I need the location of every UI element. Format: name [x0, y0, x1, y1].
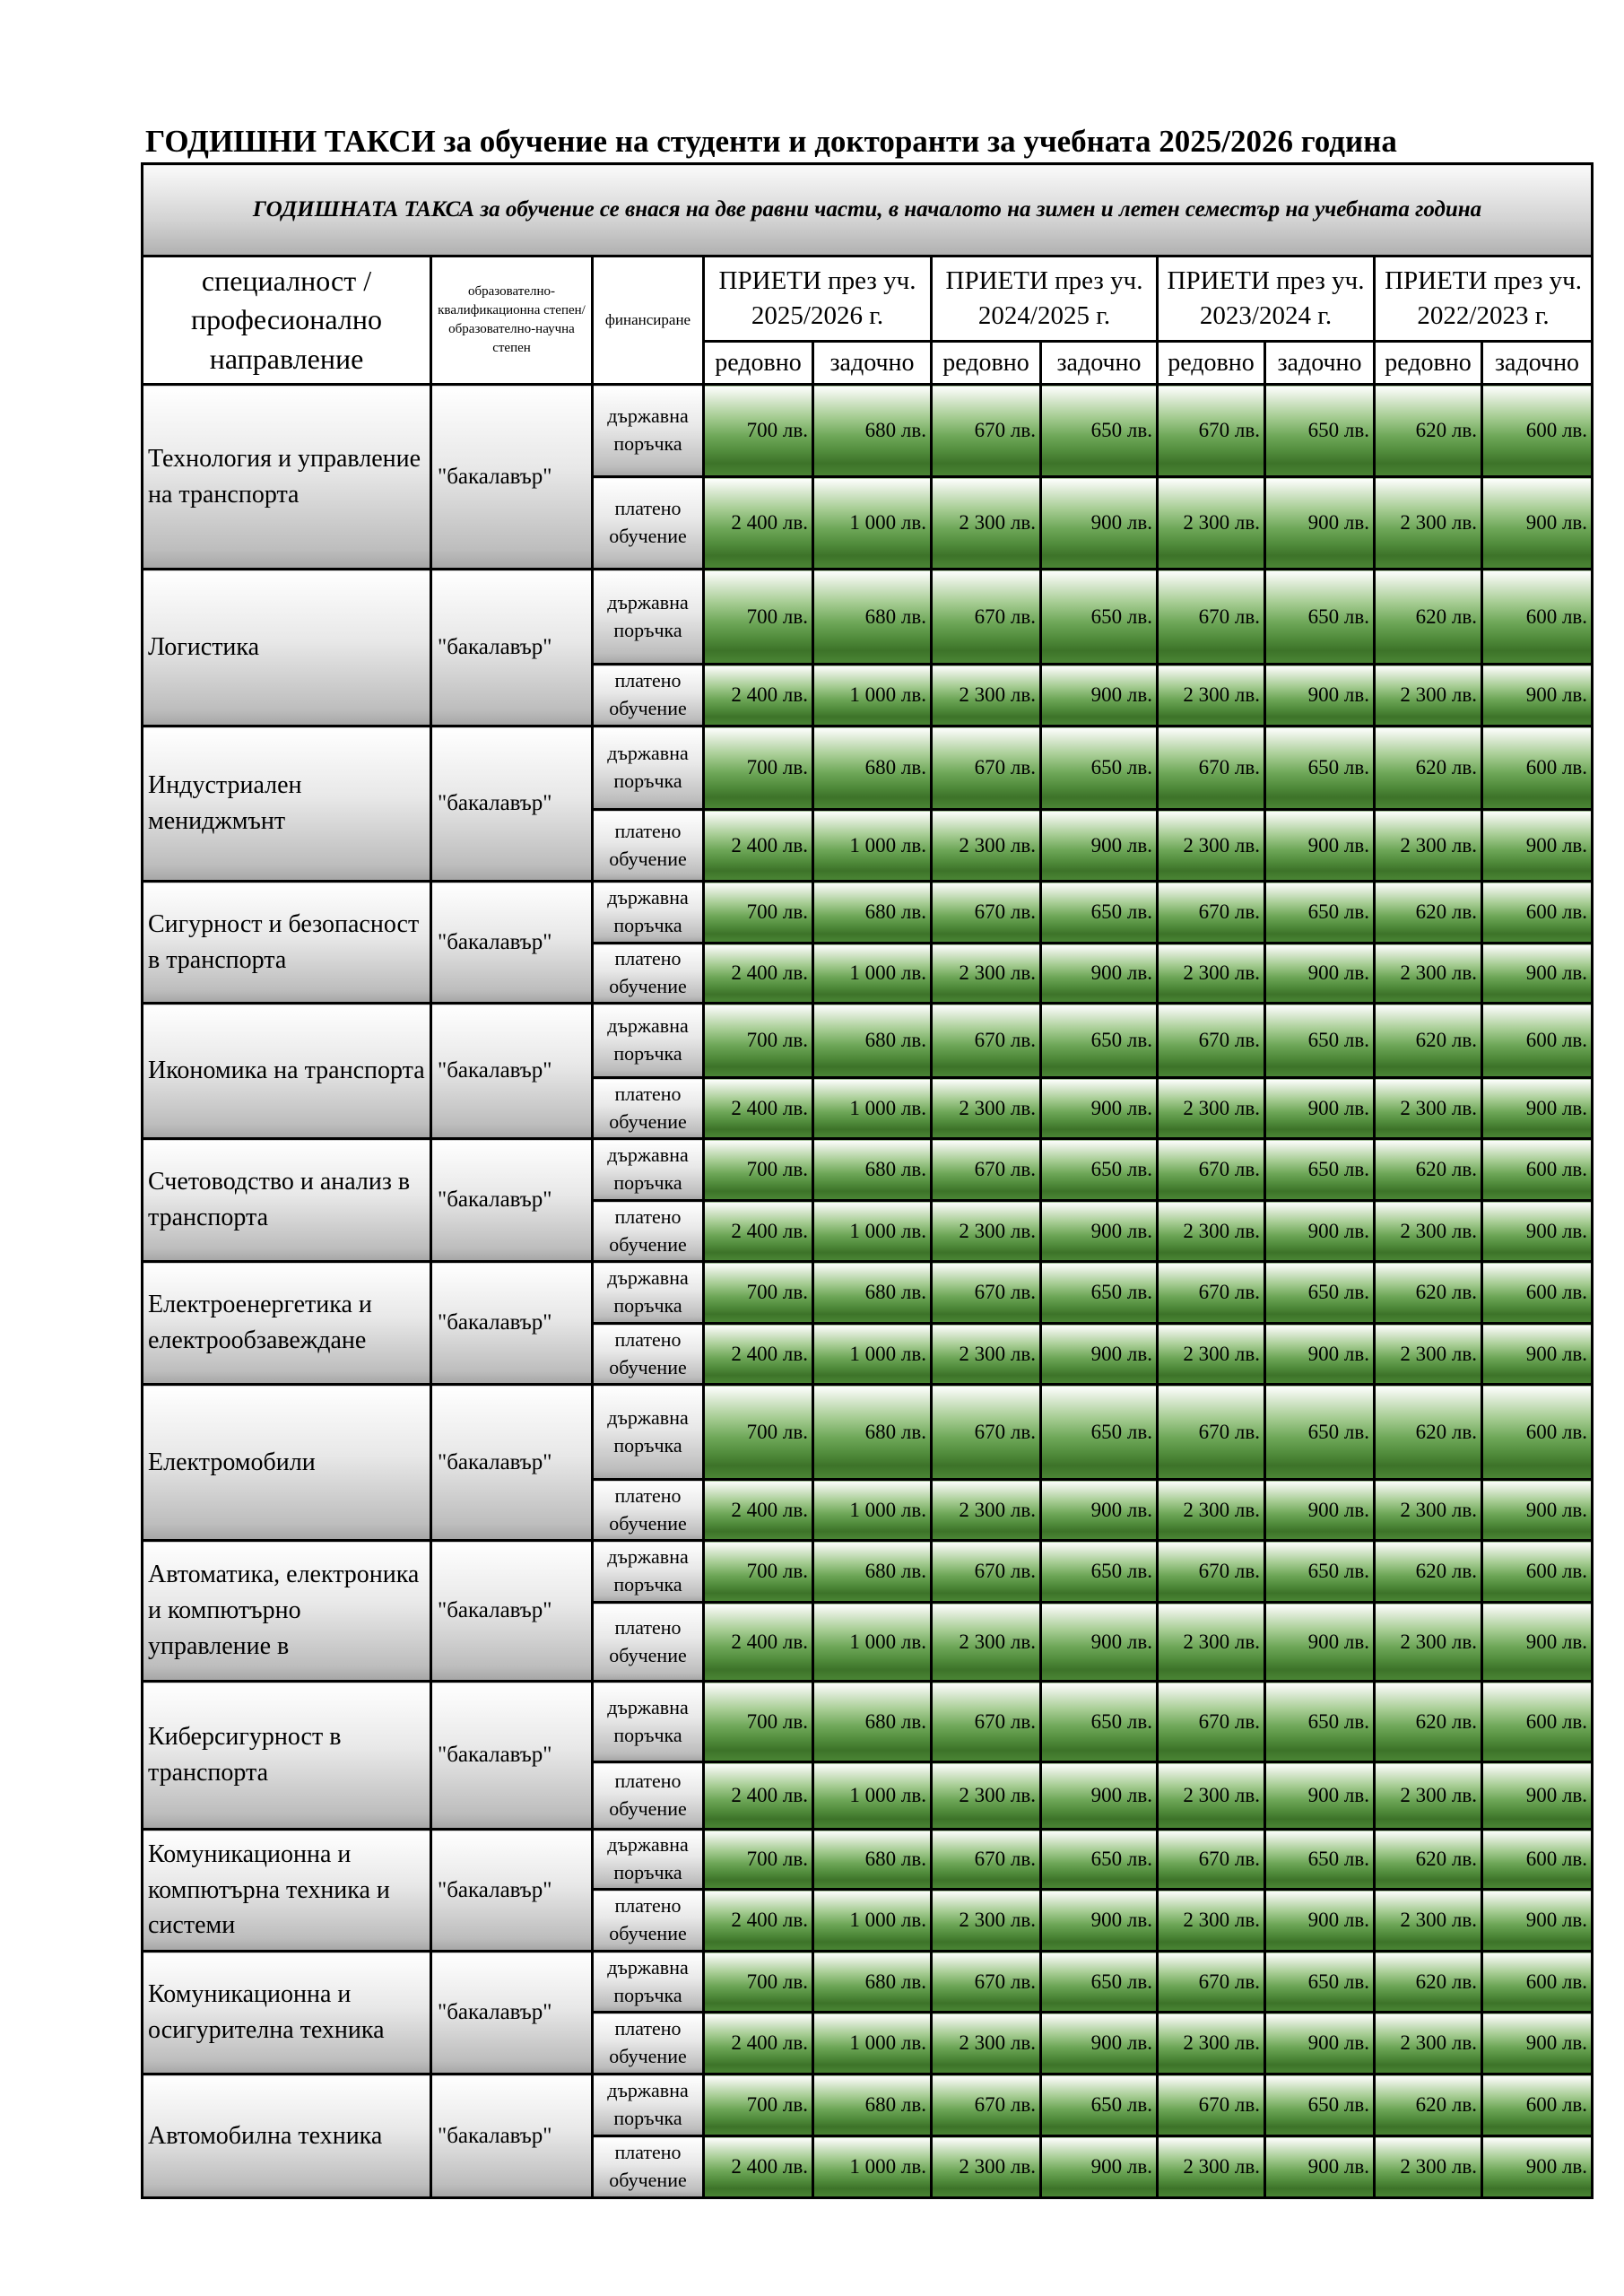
- fee-cell: 600 лв.: [1482, 1385, 1593, 1480]
- fee-cell: 2 300 лв.: [1375, 1603, 1482, 1682]
- funding-paid: платено обучение: [593, 944, 704, 1004]
- fee-cell: 900 лв.: [1041, 2013, 1158, 2074]
- fee-cell: 620 лв.: [1375, 1004, 1482, 1078]
- fee-cell: 2 400 лв.: [704, 1480, 813, 1541]
- table-row: [143, 2074, 1593, 2136]
- funding-paid: платено обучение: [593, 1201, 704, 1262]
- fee-cell: 1 000 лв.: [813, 665, 932, 726]
- degree-value: "бакалавър": [431, 2074, 593, 2198]
- fees-table: [141, 162, 1594, 2199]
- fee-cell: 900 лв.: [1265, 810, 1375, 882]
- fee-cell: 2 400 лв.: [704, 477, 813, 570]
- fee-cell: 620 лв.: [1375, 1952, 1482, 2013]
- degree-value: "бакалавър": [431, 385, 593, 570]
- fee-cell: 680 лв.: [813, 882, 932, 944]
- fee-cell: 700 лв.: [704, 570, 813, 665]
- fee-cell: 2 300 лв.: [1158, 1201, 1265, 1262]
- fee-cell: 650 лв.: [1265, 1830, 1375, 1890]
- fee-cell: 2 400 лв.: [704, 944, 813, 1004]
- fee-cell: 650 лв.: [1265, 2074, 1375, 2136]
- fee-cell: 2 400 лв.: [704, 1201, 813, 1262]
- fee-cell: 620 лв.: [1375, 1682, 1482, 1762]
- funding-state: държавна поръчка: [593, 1952, 704, 2013]
- fee-cell: 650 лв.: [1041, 2074, 1158, 2136]
- fee-cell: 2 300 лв.: [1375, 1324, 1482, 1385]
- fee-cell: 620 лв.: [1375, 726, 1482, 810]
- fee-cell: 900 лв.: [1041, 944, 1158, 1004]
- fee-cell: 600 лв.: [1482, 1139, 1593, 1201]
- fee-cell: 2 400 лв.: [704, 2013, 813, 2074]
- fee-cell: 1 000 лв.: [813, 1201, 932, 1262]
- fee-cell: 620 лв.: [1375, 1139, 1482, 1201]
- degree-value: "бакалавър": [431, 1262, 593, 1385]
- fee-cell: 900 лв.: [1482, 944, 1593, 1004]
- degree-value: "бакалавър": [431, 1139, 593, 1262]
- fee-cell: 900 лв.: [1041, 2136, 1158, 2198]
- fee-cell: 650 лв.: [1041, 882, 1158, 944]
- fee-cell: 670 лв.: [1158, 882, 1265, 944]
- fee-cell: 2 300 лв.: [1375, 810, 1482, 882]
- fee-cell: 900 лв.: [1265, 1201, 1375, 1262]
- fee-cell: 670 лв.: [932, 1541, 1041, 1603]
- fee-cell: 900 лв.: [1482, 1762, 1593, 1830]
- fee-cell: 2 300 лв.: [1158, 2013, 1265, 2074]
- fee-cell: 2 300 лв.: [1158, 1603, 1265, 1682]
- specialty-name: Автоматика, електроника и компютърно управление в: [143, 1541, 431, 1682]
- fee-cell: 2 400 лв.: [704, 1324, 813, 1385]
- fee-cell: 680 лв.: [813, 1004, 932, 1078]
- specialty-name: Електромобили: [143, 1385, 431, 1541]
- fee-cell: 650 лв.: [1265, 1952, 1375, 2013]
- table-row: [143, 1952, 1593, 2013]
- header-part-time: задочно: [1482, 342, 1593, 385]
- fee-cell: 600 лв.: [1482, 726, 1593, 810]
- fee-cell: 2 300 лв.: [932, 1762, 1041, 1830]
- fee-cell: 2 300 лв.: [932, 1078, 1041, 1139]
- fee-cell: 650 лв.: [1041, 1541, 1158, 1603]
- fee-cell: 2 300 лв.: [932, 944, 1041, 1004]
- specialty-name: Логистика: [143, 570, 431, 726]
- fee-cell: 900 лв.: [1265, 1890, 1375, 1952]
- fee-cell: 680 лв.: [813, 1952, 932, 2013]
- fee-cell: 700 лв.: [704, 726, 813, 810]
- fee-cell: 680 лв.: [813, 1262, 932, 1324]
- fee-cell: 600 лв.: [1482, 2074, 1593, 2136]
- fee-cell: 650 лв.: [1265, 1004, 1375, 1078]
- fee-cell: 670 лв.: [932, 1139, 1041, 1201]
- fee-cell: 670 лв.: [1158, 726, 1265, 810]
- fee-cell: 670 лв.: [1158, 1952, 1265, 2013]
- funding-paid: платено обучение: [593, 2013, 704, 2074]
- header-degree: образователно-квалификационна степен/образователно-научна степен: [431, 257, 593, 385]
- fee-cell: 650 лв.: [1265, 726, 1375, 810]
- table-row: [143, 1541, 1593, 1603]
- header-regular: редовно: [704, 342, 813, 385]
- fee-cell: 680 лв.: [813, 2074, 932, 2136]
- fee-cell: 650 лв.: [1041, 1682, 1158, 1762]
- fee-cell: 900 лв.: [1482, 1480, 1593, 1541]
- fee-cell: 900 лв.: [1041, 1603, 1158, 1682]
- fee-cell: 1 000 лв.: [813, 2013, 932, 2074]
- fee-cell: 680 лв.: [813, 385, 932, 477]
- funding-state: държавна поръчка: [593, 882, 704, 944]
- specialty-name: Технология и управление на транспорта: [143, 385, 431, 570]
- fee-cell: 1 000 лв.: [813, 1603, 932, 1682]
- fee-cell: 900 лв.: [1041, 1480, 1158, 1541]
- fee-cell: 670 лв.: [1158, 1385, 1265, 1480]
- header-regular: редовно: [932, 342, 1041, 385]
- funding-state: държавна поръчка: [593, 726, 704, 810]
- degree-value: "бакалавър": [431, 1004, 593, 1139]
- fee-cell: 2 400 лв.: [704, 810, 813, 882]
- fee-cell: 1 000 лв.: [813, 1480, 932, 1541]
- funding-paid: платено обучение: [593, 2136, 704, 2198]
- fee-cell: 680 лв.: [813, 1830, 932, 1890]
- fee-cell: 900 лв.: [1265, 2136, 1375, 2198]
- fee-cell: 650 лв.: [1041, 1385, 1158, 1480]
- table-row: [143, 385, 1593, 477]
- fee-cell: 1 000 лв.: [813, 944, 932, 1004]
- fee-cell: 600 лв.: [1482, 1262, 1593, 1324]
- fee-cell: 900 лв.: [1041, 1078, 1158, 1139]
- fee-cell: 1 000 лв.: [813, 477, 932, 570]
- fee-cell: 700 лв.: [704, 1952, 813, 2013]
- degree-value: "бакалавър": [431, 570, 593, 726]
- fee-cell: 700 лв.: [704, 1262, 813, 1324]
- fee-cell: 900 лв.: [1041, 665, 1158, 726]
- fee-cell: 900 лв.: [1265, 944, 1375, 1004]
- funding-state: държавна поръчка: [593, 1830, 704, 1890]
- fee-cell: 900 лв.: [1265, 1603, 1375, 1682]
- fee-cell: 650 лв.: [1041, 1262, 1158, 1324]
- header-year-2023-2024: ПРИЕТИ през уч. 2023/2024 г.: [1158, 257, 1375, 342]
- fee-cell: 670 лв.: [1158, 1139, 1265, 1201]
- fee-cell: 620 лв.: [1375, 1541, 1482, 1603]
- degree-value: "бакалавър": [431, 1541, 593, 1682]
- fee-cell: 2 300 лв.: [932, 1201, 1041, 1262]
- header-part-time: задочно: [813, 342, 932, 385]
- degree-value: "бакалавър": [431, 1830, 593, 1952]
- degree-value: "бакалавър": [431, 1682, 593, 1830]
- fee-cell: 900 лв.: [1482, 477, 1593, 570]
- header-funding: финансиране: [593, 257, 704, 385]
- fee-cell: 2 300 лв.: [932, 1480, 1041, 1541]
- fee-cell: 900 лв.: [1041, 1762, 1158, 1830]
- funding-paid: платено обучение: [593, 1480, 704, 1541]
- header-regular: редовно: [1375, 342, 1482, 385]
- fee-cell: 2 300 лв.: [932, 1603, 1041, 1682]
- fee-cell: 620 лв.: [1375, 882, 1482, 944]
- fee-cell: 670 лв.: [932, 385, 1041, 477]
- fee-cell: 2 300 лв.: [932, 1890, 1041, 1952]
- fee-cell: 900 лв.: [1041, 810, 1158, 882]
- fee-cell: 670 лв.: [1158, 570, 1265, 665]
- fee-cell: 2 300 лв.: [932, 1324, 1041, 1385]
- fee-cell: 670 лв.: [1158, 1541, 1265, 1603]
- specialty-name: Счетоводство и анализ в транспорта: [143, 1139, 431, 1262]
- fee-cell: 620 лв.: [1375, 1262, 1482, 1324]
- fee-cell: 680 лв.: [813, 1541, 932, 1603]
- degree-value: "бакалавър": [431, 726, 593, 882]
- funding-state: държавна поръчка: [593, 1004, 704, 1078]
- fee-cell: 900 лв.: [1482, 1078, 1593, 1139]
- fee-cell: 600 лв.: [1482, 882, 1593, 944]
- fee-cell: 2 300 лв.: [1375, 1890, 1482, 1952]
- funding-paid: платено обучение: [593, 1890, 704, 1952]
- fee-cell: 2 400 лв.: [704, 2136, 813, 2198]
- specialty-name: Индустриален мениджмънт: [143, 726, 431, 882]
- specialty-name: Комуникационна и осигурителна техника: [143, 1952, 431, 2074]
- fee-cell: 1 000 лв.: [813, 1078, 932, 1139]
- fee-cell: 650 лв.: [1265, 882, 1375, 944]
- specialty-name: Икономика на транспорта: [143, 1004, 431, 1139]
- header-year-2025-2026: ПРИЕТИ през уч. 2025/2026 г.: [704, 257, 932, 342]
- degree-value: "бакалавър": [431, 1385, 593, 1541]
- fee-cell: 650 лв.: [1041, 1004, 1158, 1078]
- fee-cell: 900 лв.: [1265, 1078, 1375, 1139]
- fee-cell: 670 лв.: [1158, 1262, 1265, 1324]
- fee-cell: 650 лв.: [1265, 1541, 1375, 1603]
- fee-cell: 2 300 лв.: [1158, 944, 1265, 1004]
- funding-paid: платено обучение: [593, 1078, 704, 1139]
- fee-cell: 2 300 лв.: [1375, 2136, 1482, 2198]
- fee-cell: 2 300 лв.: [932, 2013, 1041, 2074]
- funding-state: държавна поръчка: [593, 1139, 704, 1201]
- fee-cell: 700 лв.: [704, 1385, 813, 1480]
- fee-cell: 700 лв.: [704, 882, 813, 944]
- fee-cell: 2 300 лв.: [1158, 1324, 1265, 1385]
- fee-cell: 600 лв.: [1482, 1541, 1593, 1603]
- fee-cell: 620 лв.: [1375, 2074, 1482, 2136]
- fee-cell: 900 лв.: [1265, 665, 1375, 726]
- fee-cell: 2 300 лв.: [1158, 2136, 1265, 2198]
- fee-cell: 2 300 лв.: [1375, 1201, 1482, 1262]
- fee-cell: 600 лв.: [1482, 385, 1593, 477]
- fee-cell: 900 лв.: [1265, 1480, 1375, 1541]
- header-part-time: задочно: [1041, 342, 1158, 385]
- fee-cell: 700 лв.: [704, 2074, 813, 2136]
- funding-paid: платено обучение: [593, 1324, 704, 1385]
- fee-cell: 670 лв.: [932, 570, 1041, 665]
- fee-cell: 670 лв.: [932, 1004, 1041, 1078]
- fee-cell: 2 300 лв.: [1158, 810, 1265, 882]
- fee-cell: 670 лв.: [932, 1262, 1041, 1324]
- funding-state: държавна поръчка: [593, 2074, 704, 2136]
- fee-cell: 2 300 лв.: [1158, 1890, 1265, 1952]
- fee-cell: 2 400 лв.: [704, 665, 813, 726]
- fee-cell: 900 лв.: [1482, 1603, 1593, 1682]
- fee-cell: 650 лв.: [1265, 1139, 1375, 1201]
- fee-cell: 2 300 лв.: [1158, 1078, 1265, 1139]
- specialty-name: Сигурност и безопасност в транспорта: [143, 882, 431, 1004]
- fee-cell: 2 300 лв.: [1158, 665, 1265, 726]
- table-row: [143, 882, 1593, 944]
- fee-cell: 2 400 лв.: [704, 1890, 813, 1952]
- table-row: [143, 1004, 1593, 1078]
- fee-cell: 900 лв.: [1482, 810, 1593, 882]
- fee-cell: 670 лв.: [1158, 1682, 1265, 1762]
- fee-cell: 700 лв.: [704, 1541, 813, 1603]
- fee-cell: 680 лв.: [813, 1139, 932, 1201]
- table-row: [143, 1262, 1593, 1324]
- fee-cell: 650 лв.: [1041, 570, 1158, 665]
- fee-cell: 2 300 лв.: [1158, 477, 1265, 570]
- fee-cell: 650 лв.: [1265, 1262, 1375, 1324]
- fee-cell: 680 лв.: [813, 1385, 932, 1480]
- fee-cell: 2 300 лв.: [1375, 1078, 1482, 1139]
- fee-cell: 600 лв.: [1482, 1004, 1593, 1078]
- fee-cell: 700 лв.: [704, 385, 813, 477]
- fee-cell: 1 000 лв.: [813, 1762, 932, 1830]
- fee-cell: 2 300 лв.: [1375, 477, 1482, 570]
- funding-paid: платено обучение: [593, 665, 704, 726]
- fee-cell: 670 лв.: [932, 726, 1041, 810]
- fee-cell: 2 300 лв.: [1158, 1762, 1265, 1830]
- degree-value: "бакалавър": [431, 882, 593, 1004]
- header-regular: редовно: [1158, 342, 1265, 385]
- fee-cell: 2 300 лв.: [1375, 665, 1482, 726]
- fee-cell: 2 400 лв.: [704, 1078, 813, 1139]
- table-row: [143, 1830, 1593, 1890]
- fee-cell: 1 000 лв.: [813, 1324, 932, 1385]
- fee-cell: 650 лв.: [1041, 1139, 1158, 1201]
- fee-cell: 680 лв.: [813, 726, 932, 810]
- fee-cell: 650 лв.: [1265, 385, 1375, 477]
- page-title: ГОДИШНИ ТАКСИ за обучение на студенти и докторанти за учебната 2025/2026 година: [145, 124, 1397, 159]
- funding-state: държавна поръчка: [593, 1385, 704, 1480]
- fee-cell: 670 лв.: [932, 1682, 1041, 1762]
- fee-cell: 600 лв.: [1482, 1682, 1593, 1762]
- fee-cell: 700 лв.: [704, 1004, 813, 1078]
- fee-cell: 620 лв.: [1375, 385, 1482, 477]
- fee-cell: 900 лв.: [1482, 1324, 1593, 1385]
- fee-cell: 680 лв.: [813, 1682, 932, 1762]
- fee-cell: 700 лв.: [704, 1682, 813, 1762]
- fee-cell: 2 400 лв.: [704, 1762, 813, 1830]
- fee-cell: 900 лв.: [1041, 477, 1158, 570]
- fee-cell: 2 300 лв.: [1375, 2013, 1482, 2074]
- fee-cell: 670 лв.: [932, 1952, 1041, 2013]
- table-row: [143, 726, 1593, 810]
- table-row: [143, 1139, 1593, 1201]
- fee-cell: 2 300 лв.: [1375, 1480, 1482, 1541]
- fee-cell: 620 лв.: [1375, 570, 1482, 665]
- fee-cell: 650 лв.: [1041, 1830, 1158, 1890]
- fee-cell: 670 лв.: [1158, 2074, 1265, 2136]
- fee-cell: 1 000 лв.: [813, 1890, 932, 1952]
- fee-cell: 620 лв.: [1375, 1385, 1482, 1480]
- fee-cell: 2 400 лв.: [704, 1603, 813, 1682]
- specialty-name: Електроенергетика и електрообзавеждане: [143, 1262, 431, 1385]
- fee-cell: 650 лв.: [1265, 1385, 1375, 1480]
- fee-cell: 650 лв.: [1265, 1682, 1375, 1762]
- fee-cell: 2 300 лв.: [1158, 1480, 1265, 1541]
- header-specialty: специалност / професионално направление: [143, 257, 431, 385]
- funding-paid: платено обучение: [593, 1603, 704, 1682]
- fee-cell: 900 лв.: [1482, 2136, 1593, 2198]
- fee-cell: 670 лв.: [1158, 385, 1265, 477]
- fee-cell: 900 лв.: [1265, 1762, 1375, 1830]
- fee-cell: 900 лв.: [1482, 1201, 1593, 1262]
- funding-paid: платено обучение: [593, 810, 704, 882]
- fee-cell: 2 300 лв.: [1375, 944, 1482, 1004]
- fee-cell: 600 лв.: [1482, 1830, 1593, 1890]
- fee-cell: 670 лв.: [932, 882, 1041, 944]
- fee-cell: 900 лв.: [1482, 1890, 1593, 1952]
- funding-state: държавна поръчка: [593, 570, 704, 665]
- header-year-2024-2025: ПРИЕТИ през уч. 2024/2025 г.: [932, 257, 1158, 342]
- fee-cell: 900 лв.: [1482, 665, 1593, 726]
- fee-cell: 900 лв.: [1265, 1324, 1375, 1385]
- fee-cell: 670 лв.: [932, 2074, 1041, 2136]
- fee-cell: 670 лв.: [932, 1385, 1041, 1480]
- fee-cell: 670 лв.: [1158, 1830, 1265, 1890]
- specialty-name: Киберсигурност в транспорта: [143, 1682, 431, 1830]
- fee-cell: 2 300 лв.: [932, 665, 1041, 726]
- fee-cell: 1 000 лв.: [813, 810, 932, 882]
- funding-state: държавна поръчка: [593, 1262, 704, 1324]
- table-row: [143, 570, 1593, 665]
- degree-value: "бакалавър": [431, 1952, 593, 2074]
- funding-paid: платено обучение: [593, 1762, 704, 1830]
- specialty-name: Автомобилна техника: [143, 2074, 431, 2198]
- fee-cell: 900 лв.: [1041, 1324, 1158, 1385]
- specialty-name: Комуникационна и компютърна техника и системи: [143, 1830, 431, 1952]
- payment-note-banner: ГОДИШНАТА ТАКСА за обучение се внася на две равни части, в началото на зимен и летен семестър на учебната година: [143, 164, 1593, 257]
- fee-cell: 700 лв.: [704, 1139, 813, 1201]
- fee-cell: 900 лв.: [1482, 2013, 1593, 2074]
- fee-cell: 2 300 лв.: [932, 2136, 1041, 2198]
- funding-state: държавна поръчка: [593, 1682, 704, 1762]
- header-year-2022-2023: ПРИЕТИ през уч. 2022/2023 г.: [1375, 257, 1593, 342]
- fee-cell: 2 300 лв.: [932, 477, 1041, 570]
- fee-cell: 1 000 лв.: [813, 2136, 932, 2198]
- fee-cell: 650 лв.: [1041, 385, 1158, 477]
- fee-cell: 650 лв.: [1041, 1952, 1158, 2013]
- fee-cell: 680 лв.: [813, 570, 932, 665]
- header-part-time: задочно: [1265, 342, 1375, 385]
- fee-cell: 900 лв.: [1265, 477, 1375, 570]
- fee-cell: 900 лв.: [1265, 2013, 1375, 2074]
- funding-state: държавна поръчка: [593, 1541, 704, 1603]
- fee-cell: 2 300 лв.: [1375, 1762, 1482, 1830]
- funding-state: държавна поръчка: [593, 385, 704, 477]
- fee-cell: 900 лв.: [1041, 1890, 1158, 1952]
- fee-cell: 700 лв.: [704, 1830, 813, 1890]
- table-row: [143, 1682, 1593, 1762]
- fee-cell: 670 лв.: [932, 1830, 1041, 1890]
- fee-cell: 900 лв.: [1041, 1201, 1158, 1262]
- table-row: [143, 1385, 1593, 1480]
- fee-cell: 650 лв.: [1041, 726, 1158, 810]
- funding-paid: платено обучение: [593, 477, 704, 570]
- fee-cell: 2 300 лв.: [932, 810, 1041, 882]
- fee-cell: 670 лв.: [1158, 1004, 1265, 1078]
- fee-cell: 620 лв.: [1375, 1830, 1482, 1890]
- fee-cell: 600 лв.: [1482, 570, 1593, 665]
- fee-cell: 650 лв.: [1265, 570, 1375, 665]
- fee-cell: 600 лв.: [1482, 1952, 1593, 2013]
